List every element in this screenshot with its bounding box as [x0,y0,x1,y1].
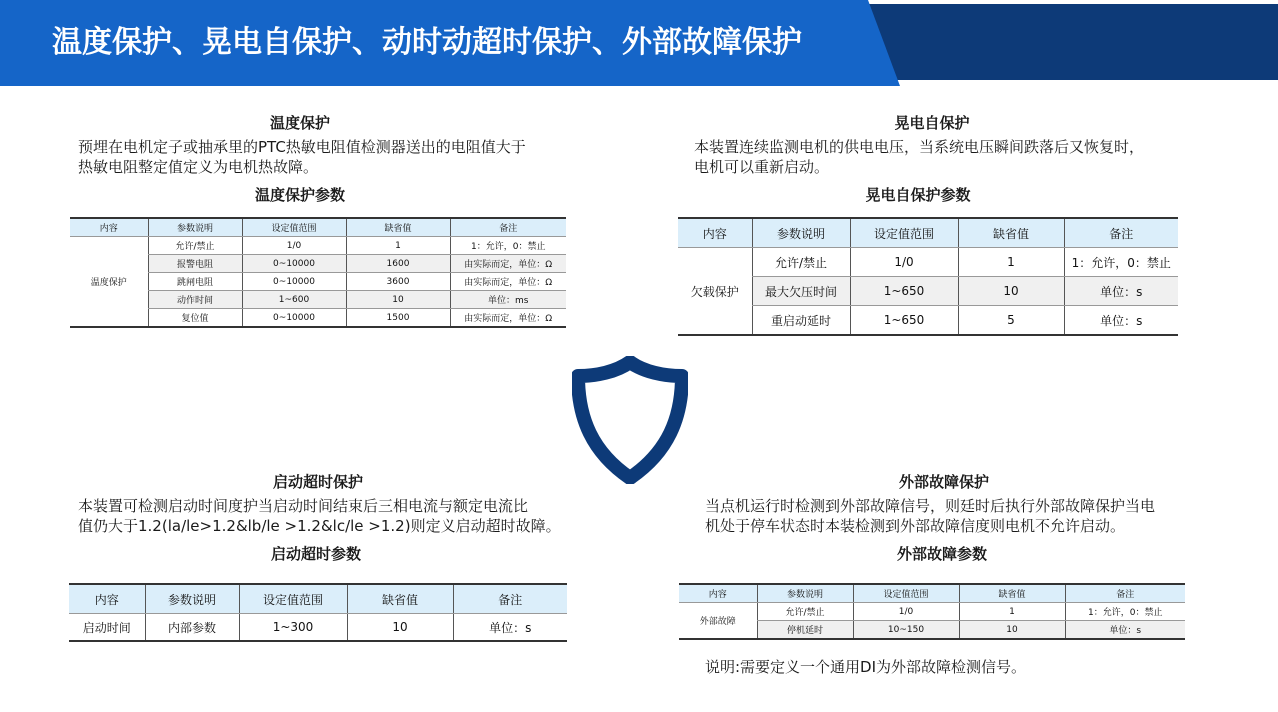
table-cell: 允许/禁止 [148,237,242,255]
table-cell: 10 [959,621,1065,640]
header-cell: 设定值范围 [850,218,958,248]
header-cell: 参数说明 [148,218,242,237]
sag-title: 晃电自保护 [894,114,970,132]
table-cell: 启动时间 [69,614,145,642]
table-cell: 1 [958,248,1064,277]
header-cell: 缺省值 [959,584,1065,603]
table-cell: 5 [958,306,1064,336]
table-cell: 1~650 [850,277,958,306]
table-cell: 1：允许，0：禁止 [1065,603,1185,621]
table-cell: 1~600 [242,291,346,309]
table-cell: 由实际而定，单位：Ω [450,273,566,291]
shield-icon [572,356,688,484]
external-param-title: 外部故障参数 [896,545,987,563]
table-cell: 3600 [346,273,450,291]
table-cell: 单位：ms [450,291,566,309]
table-cell: 1~650 [850,306,958,336]
table-cell: 10 [347,614,453,642]
table-cell: 1：允许，0：禁止 [450,237,566,255]
table-cell: 1/0 [242,237,346,255]
table-cell: 1/0 [853,603,959,621]
table-cell: 报警电阻 [148,255,242,273]
temperature-title: 温度保护 [269,114,330,132]
header-cell: 缺省值 [347,584,453,614]
startup-param-table [69,583,567,642]
header-cell: 内容 [70,218,148,237]
table-header-row [679,584,1185,603]
table-cell: 0~10000 [242,309,346,328]
header-cell: 内容 [69,584,145,614]
header-cell: 备注 [450,218,566,237]
sag-desc-line2: 电机可以重新启动。 [694,158,830,176]
table-cell: 停机延时 [757,621,853,640]
table-cell: 1 [959,603,1065,621]
sag-param-table [678,217,1178,336]
header-cell: 参数说明 [752,218,850,248]
table-cell: 最大欠压时间 [752,277,850,306]
table-header-row [69,584,567,614]
header-cell: 备注 [1064,218,1178,248]
table-cell: 1500 [346,309,450,328]
header-cell: 备注 [453,584,567,614]
temperature-desc-line1: 预埋在电机定子或抽承里的PTC热敏电阻值检测器送出的电阻值大于 [78,138,526,156]
header-cell: 参数说明 [757,584,853,603]
group-cell: 温度保护 [70,237,148,328]
table-cell: 10~150 [853,621,959,640]
header-cell: 备注 [1065,584,1185,603]
header-cell: 内容 [679,584,757,603]
table-row [679,603,1185,621]
table-cell: 跳闸电阻 [148,273,242,291]
table-header-row [678,218,1178,248]
table-cell: 单位：s [1064,306,1178,336]
table-row [69,614,567,642]
startup-desc-line1: 本装置可检测启动时间度护当启动时间结束后三相电流与额定电流比 [78,497,529,515]
header-cell: 缺省值 [958,218,1064,248]
table-cell: 重启动延时 [752,306,850,336]
group-cell: 欠载保护 [678,248,752,336]
header-dark-band [840,4,1278,80]
startup-param-title: 启动超时参数 [270,545,361,563]
external-desc-line1: 当点机运行时检测到外部故障信号，则廷时后执行外部故障保护当电 [705,497,1156,515]
table-cell: 1~300 [239,614,347,642]
table-cell: 0~10000 [242,273,346,291]
startup-desc-line2: 值仍大于1.2(la/le>1.2&lb/le >1.2&lc/le >1.2)则定义启动超时故障。 [78,517,561,535]
table-cell: 1/0 [850,248,958,277]
table-cell: 1：允许，0：禁止 [1064,248,1178,277]
table-cell: 单位：s [453,614,567,642]
table-cell: 单位：s [1065,621,1185,640]
header-cell: 内容 [678,218,752,248]
temperature-param-table [70,217,566,328]
page-title: 温度保护、晃电自保护、动时动超时保护、外部故障保护 [52,25,802,60]
table-cell: 0~10000 [242,255,346,273]
startup-title: 启动超时保护 [272,473,363,491]
table-row [678,277,1178,306]
header-cell: 参数说明 [145,584,239,614]
header-cell: 设定值范围 [853,584,959,603]
sag-param-title: 晃电自保护参数 [865,186,971,204]
external-param-table [679,583,1185,640]
table-cell: 复位值 [148,309,242,328]
table-cell: 内部参数 [145,614,239,642]
header-cell: 设定值范围 [239,584,347,614]
header-cell: 缺省值 [346,218,450,237]
sag-desc-line1: 本装置连续监测电机的供电电压，当系统电压瞬间跌落后又恢复时， [694,138,1145,156]
external-note: 说明:需要定义一个通用DI为外部故障检测信号。 [705,658,1027,676]
temperature-desc-line2: 热敏电阻整定值定义为电机热故障。 [78,158,319,176]
table-row [678,306,1178,336]
table-cell: 由实际而定，单位：Ω [450,309,566,328]
header-cell: 设定值范围 [242,218,346,237]
header-bar [0,0,1278,86]
table-header-row [70,218,566,237]
table-cell: 允许/禁止 [757,603,853,621]
table-cell: 1600 [346,255,450,273]
table-row [678,248,1178,277]
table-cell: 由实际而定，单位：Ω [450,255,566,273]
external-title: 外部故障保护 [898,473,989,491]
table-cell: 10 [958,277,1064,306]
table-cell: 动作时间 [148,291,242,309]
table-cell: 1 [346,237,450,255]
external-desc-line2: 机处于停车状态时本装检测到外部故障信度则电机不允许启动。 [705,517,1126,535]
table-cell: 单位：s [1064,277,1178,306]
table-row [70,237,566,255]
group-cell: 外部故障 [679,603,757,640]
temperature-param-title: 温度保护参数 [254,186,345,204]
table-cell: 允许/禁止 [752,248,850,277]
table-cell: 10 [346,291,450,309]
